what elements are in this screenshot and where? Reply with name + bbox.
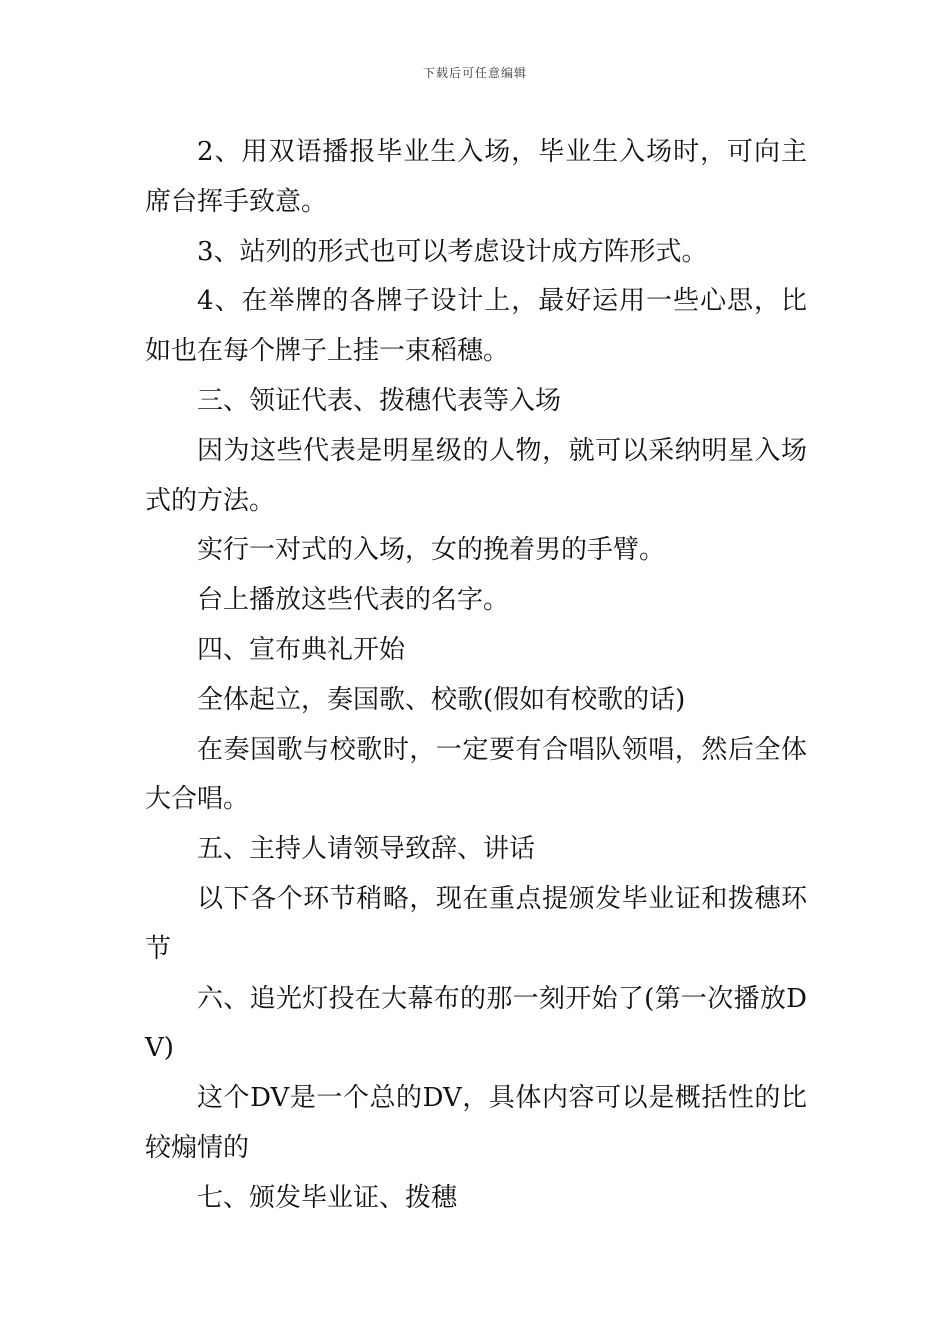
- paragraph: 3、站列的形式也可以考虑设计成方阵形式。: [197, 236, 708, 267]
- paragraph: 台上播放这些代表的名字。: [197, 585, 510, 616]
- section-heading: 七、颁发毕业证、拨穗: [197, 1182, 458, 1213]
- paragraph: 这个DV是一个总的DV，具体内容可以是概括性的比较煽情的: [145, 1083, 807, 1163]
- paragraph: 实行一对式的入场，女的挽着男的手臂。: [197, 535, 666, 566]
- document-body: [145, 128, 807, 1224]
- paragraph: 因为这些代表是明星级的人物，就可以采纳明星入场式的方法。: [145, 435, 807, 516]
- section-heading: 六、追光灯投在大幕布的那一刻开始了(第一次播放DV): [145, 983, 807, 1064]
- paragraph: 2、用双语播报毕业生入场，毕业生入场时，可向主席台挥手致意。: [145, 137, 807, 217]
- paragraph: 以下各个环节稍略，现在重点提颁发毕业证和拨穗环节: [145, 883, 807, 964]
- section-heading: 四、宣布典礼开始: [197, 634, 406, 665]
- paragraph: 4、在举牌的各牌子设计上，最好运用一些心思，比如也在每个牌子上挂一束稻穗。: [145, 286, 807, 367]
- page-header: 下载后可任意编辑: [422, 66, 527, 80]
- paragraph: 在奏国歌与校歌时，一定要有合唱队领唱，然后全体大合唱。: [145, 734, 807, 815]
- section-heading: 三、领证代表、拨穗代表等入场: [197, 385, 562, 416]
- paragraph: 全体起立，奏国歌、校歌(假如有校歌的话): [197, 684, 686, 715]
- section-heading: 五、主持人请领导致辞、讲话: [197, 834, 536, 865]
